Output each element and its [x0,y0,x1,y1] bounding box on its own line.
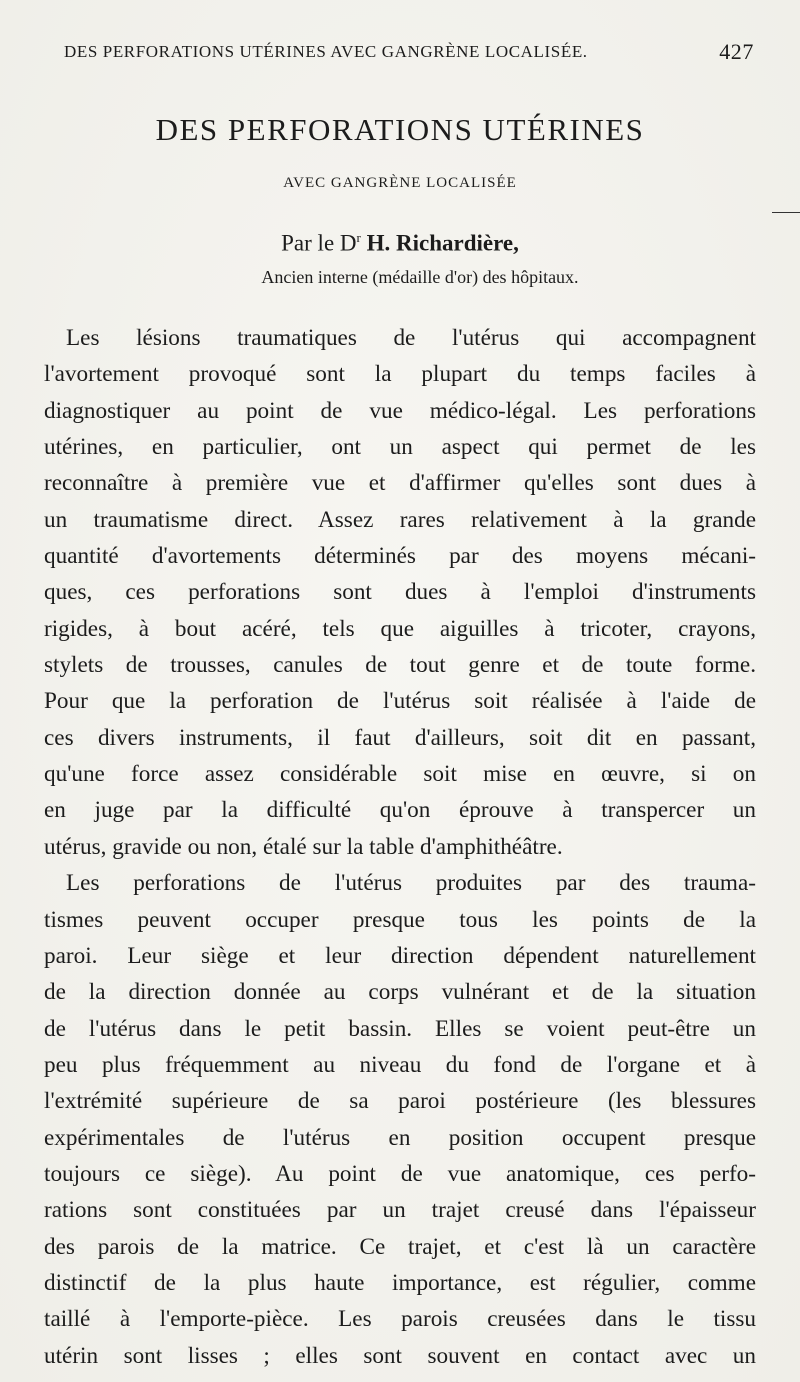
body-line: l'avortement provoqué sont la plupart du temps faciles à [44,361,756,388]
article-title: DES PERFORATIONS UTÉRINES [155,112,645,147]
body-line: qu'une force assez considérable soit mise en œuvre, si on [44,761,756,788]
body-line: de la direction donnée au corps vulnérant et de la situation [44,979,756,1006]
page-edge-mark [772,212,800,213]
page-number: 427 [719,39,754,64]
body-line: utérin sont lisses ; elles sont souvent en contact avec un [44,1342,756,1369]
running-head [52,36,758,68]
body-line: de l'utérus dans le petit bassin. Elles se voient peut-être un [44,1015,756,1042]
body-line: ces divers instruments, il faut d'ailleurs, soit dit en passant, [44,724,756,751]
body-line: distinctif de la plus haute importance, est régulier, comme [44,1269,756,1296]
body-line: expérimentales de l'utérus en position occupent presque [44,1124,756,1151]
body-line: Les perforations de l'utérus produites par des trauma- [66,870,756,897]
body-line: Les lésions traumatiques de l'utérus qui accompagnent [66,325,756,351]
body-line: utérus, gravide ou non, étalé sur la table d'amphithéâtre. [44,833,563,860]
body-line: paroi. Leur siège et leur direction dépendent naturellement [44,942,756,969]
byline [0,222,800,260]
body-line: reconnaître à première vue et d'affirmer qu'elles sont dues à [44,470,756,497]
running-head-title: DES PERFORATIONS UTÉRINES AVEC GANGRÈNE LOCALISÉE. [64,42,588,61]
body-line: rigides, à bout acéré, tels que aiguilles à tricoter, crayons, [44,615,756,642]
body-line: rations sont constituées par un trajet creusé dans l'épaisseur [44,1197,756,1224]
body-line: en juge par la difficulté qu'on éprouve à transpercer un [44,797,756,824]
body-line: quantité d'avortements déterminés par des moyens mécani- [44,543,756,570]
body-line: tismes peuvent occuper presque tous les points de la [44,906,756,933]
body-line: Pour que la perforation de l'utérus soit réalisée à l'aide de [44,688,756,715]
author-name: H. Richardière, [366,230,519,256]
body-line: ques, ces perforations sont dues à l'emploi d'instruments [44,579,756,606]
byline-superscript: r [356,230,361,245]
body-line: utérines, en particulier, ont un aspect qui permet de les [44,434,756,461]
body-line: toujours ce siège). Au point de vue anatomique, ces perfo- [44,1160,756,1187]
body-line: l'extrémité supérieure de sa paroi postérieure (les blessures [44,1088,756,1115]
body-text [44,320,756,1374]
byline-prefix: Par le D [281,230,357,256]
author-affiliation: Ancien interne (médaille d'or) des hôpitaux. [261,267,579,287]
body-line: un traumatisme direct. Assez rares relativement à la grande [44,506,756,533]
article-subtitle: AVEC GANGRÈNE LOCALISÉE [283,175,517,191]
body-line: taillé à l'emporte-pièce. Les parois creusées dans le tissu [44,1306,756,1333]
body-line: diagnostiquer au point de vue médico-légal. Les perforations [44,397,756,424]
body-line: peu plus fréquemment au niveau du fond de l'organe et à [44,1051,756,1078]
body-line: stylets de trousses, canules de tout genre et de toute forme. [44,652,756,679]
body-line: des parois de la matrice. Ce trajet, et c'est là un caractère [44,1233,756,1260]
